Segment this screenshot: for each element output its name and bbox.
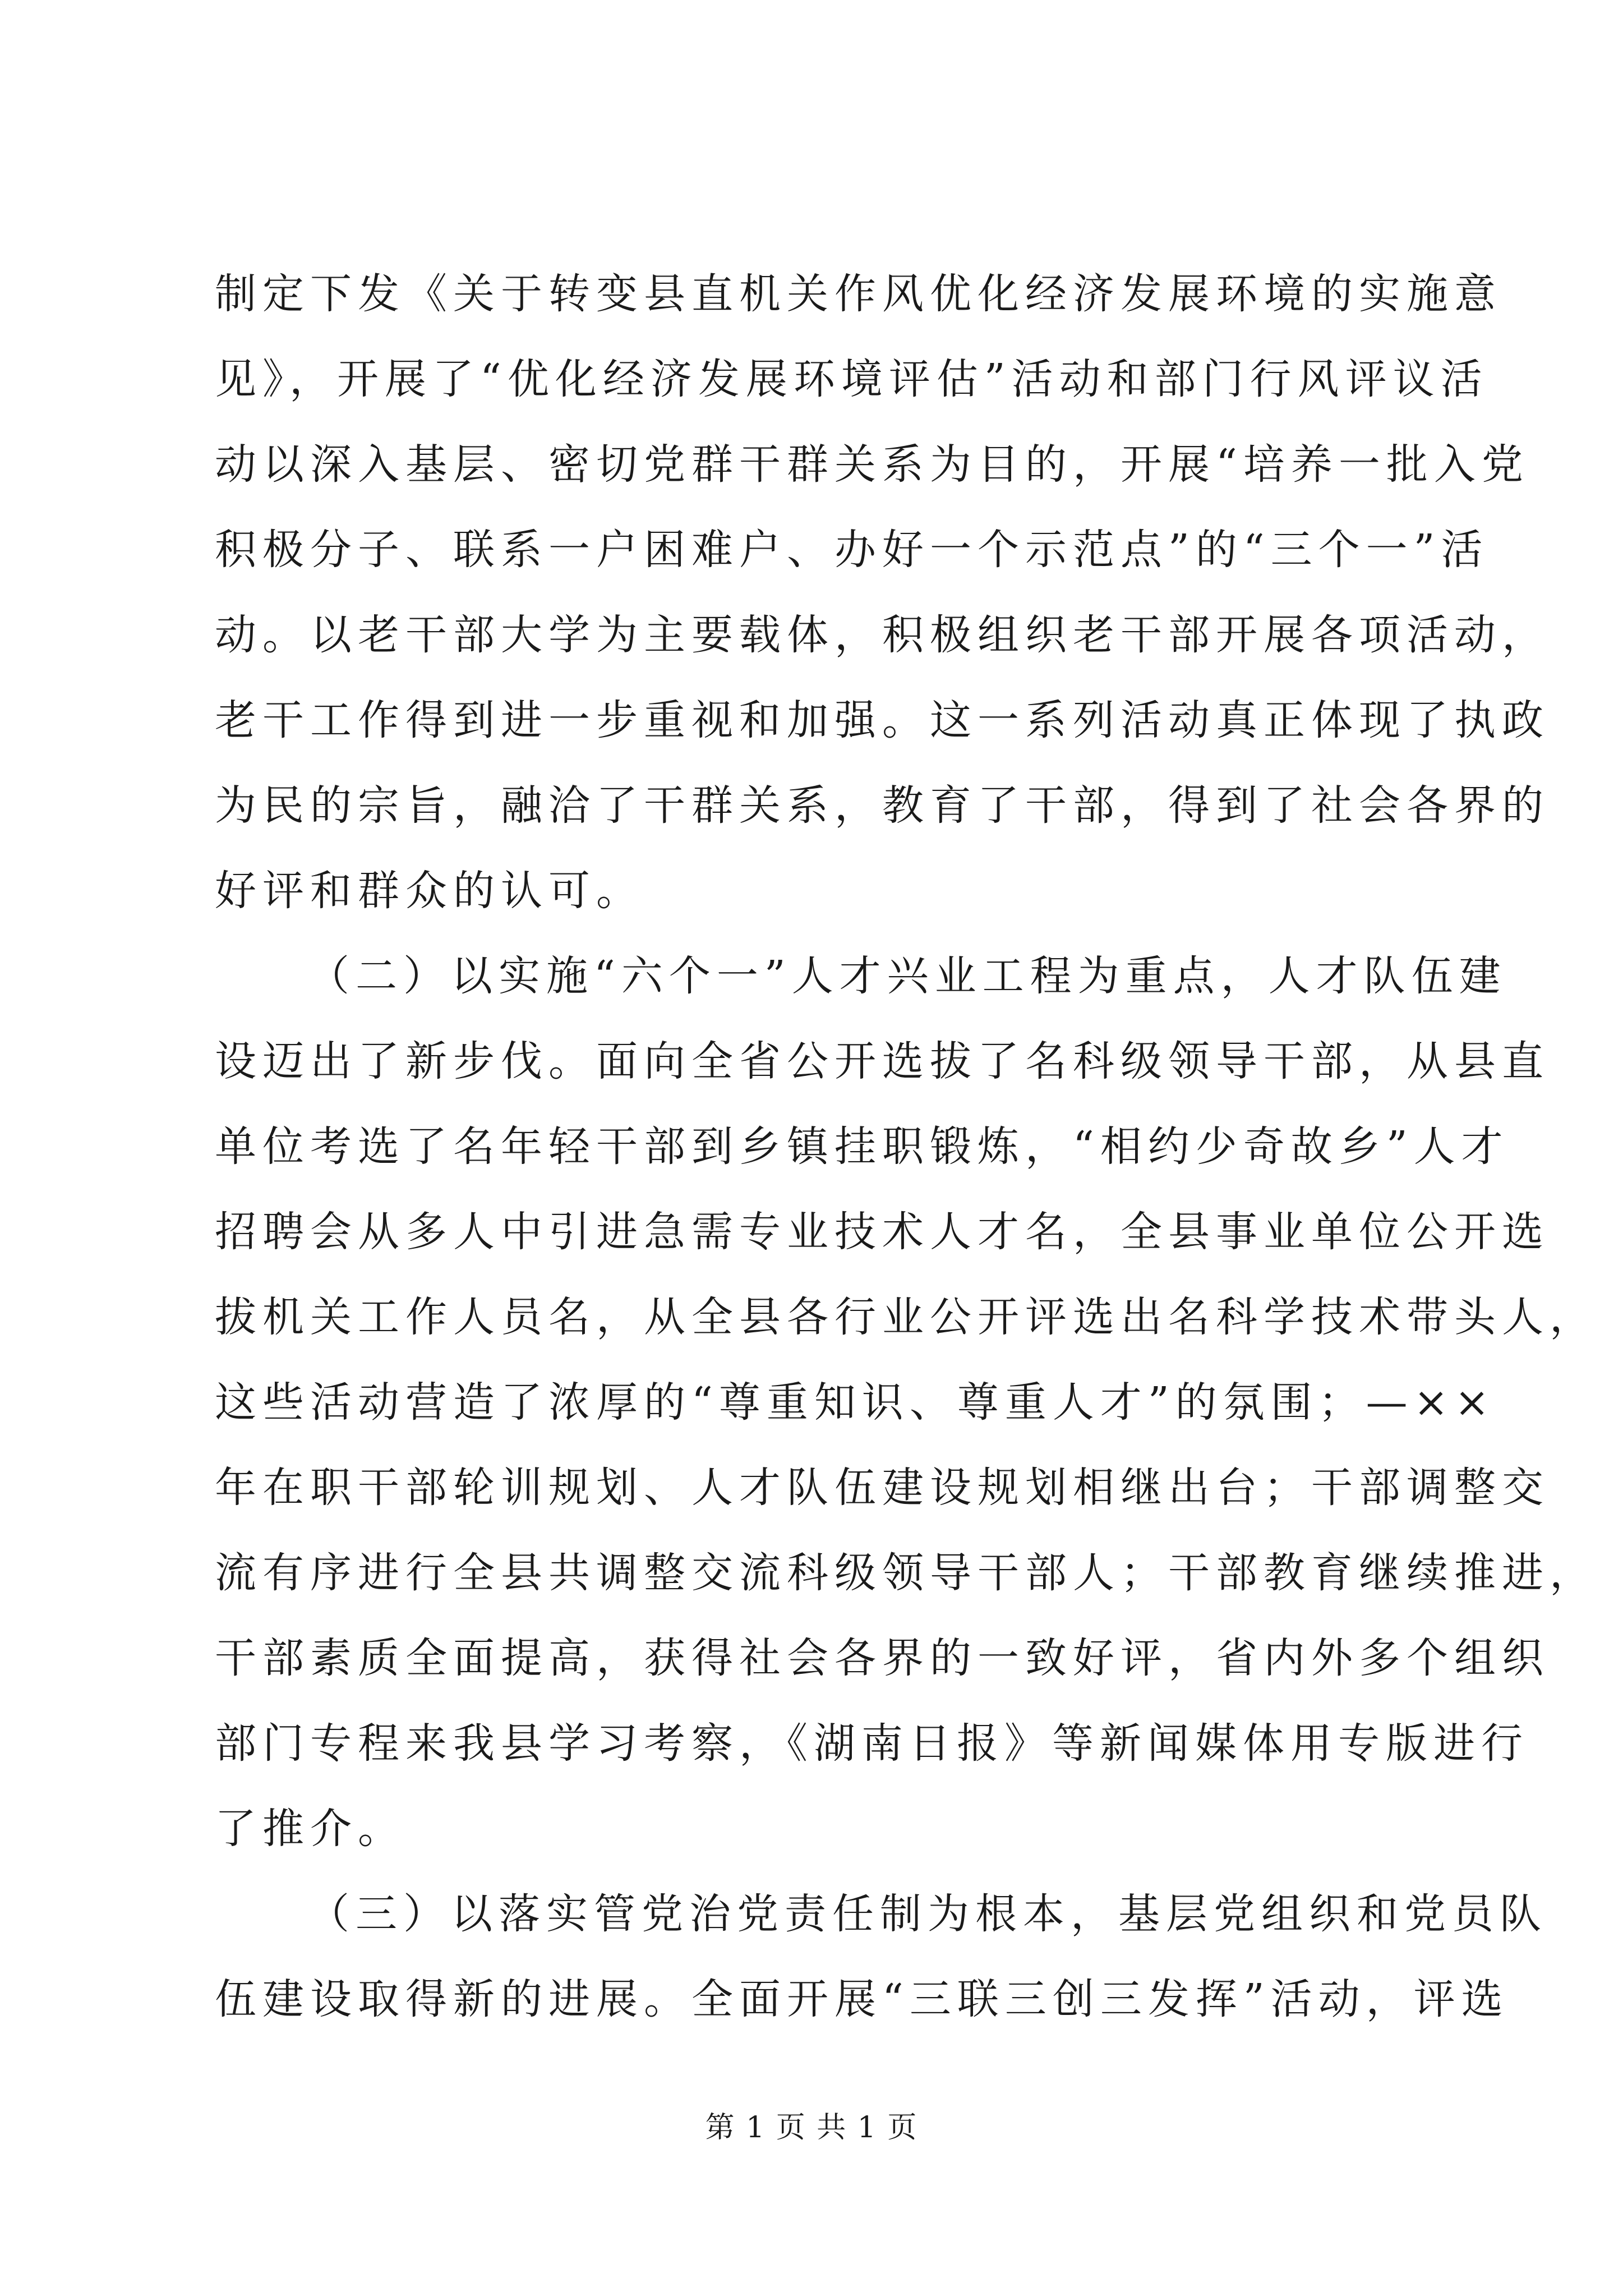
text-line: 了推介。: [215, 1805, 405, 1853]
text-line: 动以深入基层、密切党群干群关系为目的，开展“培养一批入党: [215, 440, 1529, 489]
document-body: [215, 251, 1597, 2042]
text-line: 伍建设取得新的进展。全面开展“三联三创三发挥”活动，评选: [215, 1975, 1509, 2023]
text-line: 干部素质全面提高，获得社会各界的一致好评，省内外多个组织: [215, 1634, 1550, 1682]
text-line: 动。以老干部大学为主要载体，积极组织老干部开展各项活动，: [215, 611, 1550, 659]
text-line: 积极分子、联系一户困难户、办好一个示范点”的“三个一”活: [215, 526, 1489, 574]
text-line: 年在职干部轮训规划、人才队伍建设规划相继出台；干部调整交: [215, 1464, 1550, 1512]
text-line: 制定下发《关于转变县直机关作风优化经济发展环境的实施意: [215, 270, 1502, 318]
section-heading-line: （三）以落实管党治党责任制为根本，基层党组织和党员队: [308, 1890, 1547, 1938]
text-line: 这些活动营造了浓厚的“尊重知识、尊重人才”的氛围；—××: [215, 1378, 1496, 1427]
text-line: 招聘会从多人中引进急需专业技术人才名，全县事业单位公开选: [215, 1208, 1550, 1256]
text-line: 单位考选了名年轻干部到乡镇挂职锻炼，“相约少奇故乡”人才: [215, 1122, 1509, 1171]
text-line: 为民的宗旨，融洽了干群关系，教育了干部，得到了社会各界的: [215, 781, 1550, 830]
text-line: 见》，开展了“优化经济发展环境评估”活动和部门行风评议活: [215, 355, 1488, 403]
text-line: 流有序进行全县共调整交流科级领导干部人；干部教育继续推进，: [215, 1549, 1597, 1597]
text-line: 设迈出了新步伐。面向全省公开选拔了名科级领导干部，从县直: [215, 1037, 1550, 1085]
text-line: 拔机关工作人员名，从全县各行业公开评选出名科学技术带头人，: [215, 1293, 1597, 1341]
page-number-footer: 第 1 页 共 1 页: [705, 2111, 918, 2145]
text-line: 好评和群众的认可。: [215, 867, 644, 915]
section-heading-line: （二）以实施“六个一”人才兴业工程为重点，人才队伍建: [308, 952, 1507, 1000]
text-line: 部门专程来我县学习考察，《湖南日报》等新闻媒体用专版进行: [215, 1719, 1529, 1768]
text-line: 老干工作得到进一步重视和加强。这一系列活动真正体现了执政: [215, 696, 1550, 744]
